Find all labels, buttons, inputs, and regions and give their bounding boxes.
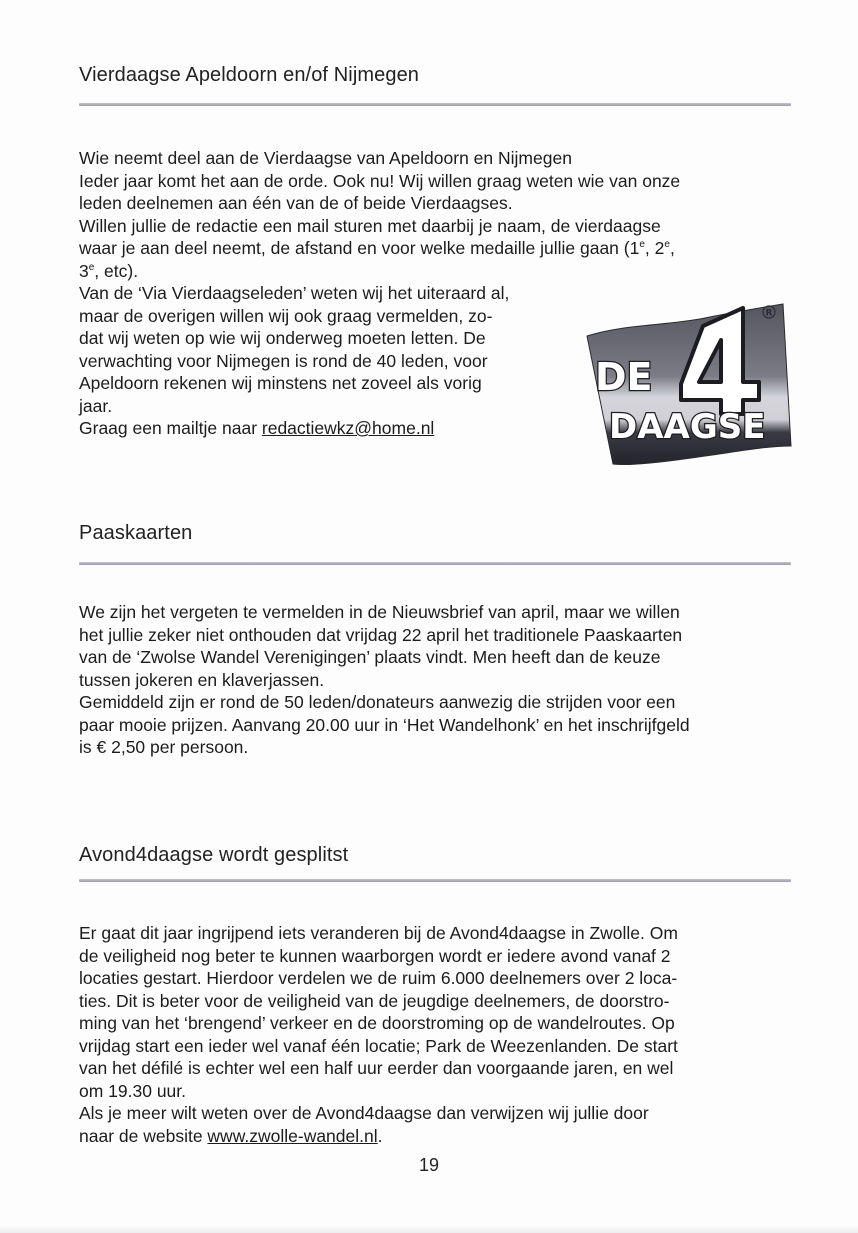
section-divider [79,879,791,882]
section-divider [79,103,791,106]
section-title-vierdaagse: Vierdaagse Apeldoorn en/of Nijmegen [79,64,420,86]
email-link[interactable]: redactiewkz@home.nl [261,418,435,438]
text-line: Wie neemt deel aan de Vierdaagse van Apeldoorn en Nijmegen [79,148,572,168]
svg-text:R: R [765,308,773,319]
text-line: is € 2,50 per persoon. [79,737,249,757]
website-link[interactable]: www.zwolle-wandel.nl [207,1125,378,1146]
text-line: de veiligheid nog beter te kunnen waarborgen wordt er iedere avond vanaf 2 [79,945,671,966]
de-4daagse-logo [585,296,793,468]
text-line: Apeldoorn rekenen wij minstens net zoveel als vorig [79,373,482,393]
paragraph-paaskaarten [79,601,794,759]
text-line: om 19.30 uur. [79,1080,187,1101]
text-line: maar de overigen willen wij ook graag vermelden, zo- [79,305,493,326]
paragraph-vierdaagse-members [79,282,579,440]
text-line: jaar. [79,395,113,416]
logo-de-text: DE [595,355,653,399]
text-line: ming van het ‘brengend’ verkeer en de doorstroming op de wandelroutes. Op [79,1013,675,1033]
text-line: vrijdag start een ieder wel vanaf één locatie; Park de Weezenlanden. De start [79,1035,678,1056]
text-line: Willen jullie de redactie een mail sturen met daarbij je naam, de vierdaagse [79,215,661,236]
section-divider [79,562,791,565]
flag-logo-graphic [585,296,793,468]
text-line: Er gaat dit jaar ingrijpend iets veranderen bij de Avond4daagse in Zwolle. Om [79,923,678,943]
text-line: Als je meer wilt weten over de Avond4daagse dan verwijzen wij jullie door [79,1103,649,1123]
text-line: Graag een mailtje naar redactiewkz@home.nl [79,418,435,438]
section-title-paaskaarten: Paaskaarten [79,522,193,544]
text-line: locaties gestart. Hierdoor verdelen we de ruim 6.000 deelnemers over 2 loca- [79,968,678,988]
text-line: We zijn het vergeten te vermelden in de Nieuwsbrief van april, maar we willen [79,602,680,622]
text-line: Gemiddeld zijn er rond de 50 leden/donateurs aanwezig die strijden voor een [79,692,676,712]
text-line: ties. Dit is beter voor de veiligheid van de jeugdige deelnemers, de doorstro- [79,990,670,1011]
text-line: dat wij weten op wie wij onderweg moeten letten. De [79,328,486,348]
text-line: 3e, etc). [79,260,139,281]
text-line: tussen jokeren en klaverjassen. [79,669,325,690]
text-line: van het défilé is echter wel een half uur eerder dan voorgaande jaren, en wel [79,1058,674,1078]
section-title-avond4daagse: Avond4daagse wordt gesplitst [79,844,349,866]
text-line: van de ‘Zwolse Wandel Verenigingen’ plaats vindt. Men heeft dan de keuze [79,647,661,667]
text-line: het jullie zeker niet onthouden dat vrijdag 22 april het traditionele Paaskaarten [79,624,683,645]
text-line: leden deelnemen aan één van de of beide Vierdaagses. [79,193,513,213]
page-number: 19 [418,1155,440,1175]
paragraph-vierdaagse-intro [79,147,789,282]
scan-edge-shadow [0,1225,858,1233]
text-line: verwachting voor Nijmegen is rond de 40 leden, voor [79,350,488,371]
logo-daagse-text: DAAGSE [609,407,766,447]
text-line: naar de website www.zwolle-wandel.nl. [79,1125,383,1146]
paragraph-avond4daagse [79,922,794,1147]
text-line: paar mooie prijzen. Aanvang 20.00 uur in ‘Het Wandelhonk’ en het inschrijfgeld [79,714,690,735]
text-line: Ieder jaar komt het aan de orde. Ook nu! Wij willen graag weten wie van onze [79,170,681,191]
text-line: waar je aan deel neemt, de afstand en voor welke medaille jullie gaan (1e, 2e, [79,238,675,258]
text-line: Van de ‘Via Vierdaagseleden’ weten wij het uiteraard al, [79,283,510,303]
